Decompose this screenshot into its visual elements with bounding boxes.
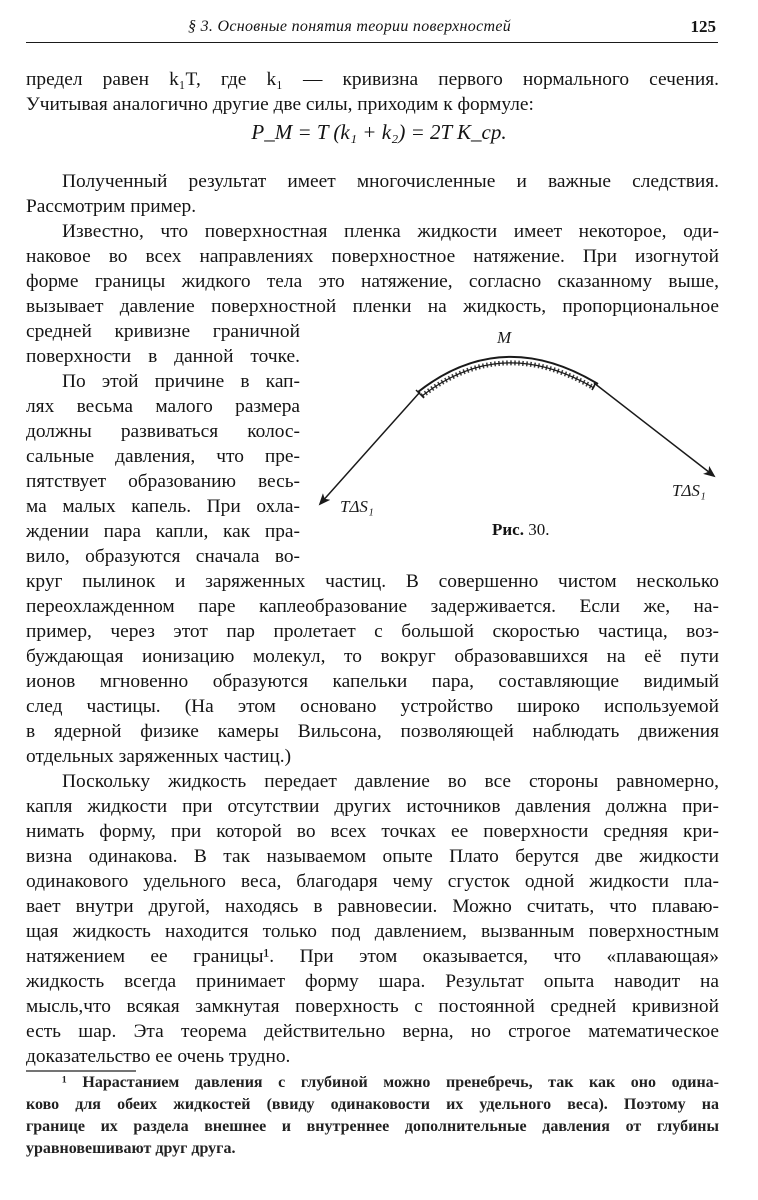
label-m: M [497,328,512,347]
label-left-force: TΔS₁ [340,497,374,516]
page-number: 125 [690,17,716,36]
text-line: переохлажденном паре каплеобразование задерживается. Если же, на- [26,596,719,617]
right-force-arrow [594,383,714,476]
footnote-line: ¹ Нарастанием давления с глубиной можно пренебречь, так как оно одина- [62,1074,719,1091]
text-line: визна одинакова. В так называемом опыте Плато берутся две жидкости [26,846,719,867]
text-line: круг пылинок и заряженных частиц. В совершенно чистом несколько [26,571,719,592]
text-line: вызывает давление поверхностной пленки на жидкость, пропорциональное [26,296,719,317]
caption-prefix: Рис. [492,520,524,539]
text-line: щая жидкость находится только под давлением, вызванным поверхностным [26,921,719,942]
text-line: жидкость всегда принимает форму шара. Результат опыта наводит на [26,971,719,992]
text-line: сальные давления, что пре- [26,446,300,467]
text-line: По этой причине в кап- [62,371,300,392]
text-line: капля жидкости при отсутствии других источников давления должна при- [26,796,719,817]
running-header [26,16,718,43]
text-line: вило, образуются сначала во- [26,546,300,567]
text-line: предел равен k₁T, где k₁ — кривизна первого нормального сечения. [26,69,719,90]
text-line: буждающая ионизацию молекул, то вокруг образовавшихся на её пути [26,646,719,667]
caption-number: 30. [528,520,550,539]
text-line: мысль,что всякая замкнутая поверхность с постоянной средней кривизной [26,996,719,1017]
formula: P_M = T (k₁ + k₂) = 2T K_ср. [251,120,507,144]
text-line: след частицы. (На этом основано устройство широко используемой [26,696,719,717]
chapter-title: § 3. Основные понятия теории поверхностей [188,18,512,35]
footnote-line: уравновешивают друг друга. [26,1140,236,1157]
figure-caption [492,520,549,540]
text-line: есть шар. Эта теорема действительно верна, но строгое математическое [26,1021,719,1042]
text-line: одинакового удельного веса, благодаря чему сгусток одной жидкости пла- [26,871,719,892]
text-line: в ядерной физике камеры Вильсона, позволяющей наблюдать движения [26,721,719,742]
text-line: Поскольку жидкость передает давление во все стороны равномерно, [62,771,719,792]
text-line: наковое во всех направлениях поверхностное натяжение. При изогнутой [26,246,719,267]
surface-film-arc [418,357,598,392]
text-line: Известно, что поверхностная пленка жидкости имеет некоторое, оди- [62,221,719,242]
text-line: натяжением ее границы¹. При этом оказывается, что «плавающая» [26,946,719,967]
text-line: должны развиваться колос- [26,421,300,442]
text-line: доказательство ее очень трудно. [26,1046,291,1067]
text-line: нимать форму, при которой во всех точках ее поверхности средняя кри- [26,821,719,842]
text-line: пятствует образованию весь- [26,471,300,492]
text-line: лях весьма малого размера [26,396,300,417]
text-line: ма малых капель. При охла- [26,496,300,517]
text-line: отдельных заряженных частиц.) [26,746,292,767]
text-line: Учитывая аналогично другие две силы, приходим к формуле: [26,94,534,115]
left-force-arrow [320,392,420,504]
text-line: вает внутри другой, находясь в равновесии. Можно считать, что плаваю- [26,896,719,917]
label-right-force: TΔS₁ [672,481,706,500]
footnote-line: ково для обеих жидкостей (ввиду одинаковости их удельного веса). Поэтому на [26,1096,719,1113]
text-line: пример, через этот пар пролетает с большой скоростью частица, воз- [26,621,719,642]
text-line: средней кривизне граничной [26,321,300,342]
text-line: форме границы жидкого тела это натяжение, согласно сказанному выше, [26,271,719,292]
text-line: ждении пара капли, как пра- [26,521,300,542]
text-line: Рассмотрим пример. [26,196,197,217]
text-line: Полученный результат имеет многочисленные и важные следствия. [62,171,719,192]
text-line: ионов мгновенно образуются капельки пара, составляющие видимый [26,671,719,692]
text-line: поверхности в данной точке. [26,346,300,367]
footnote-line: границе их раздела внешнее и внутреннее дополнительные давления от глубины [26,1118,719,1135]
